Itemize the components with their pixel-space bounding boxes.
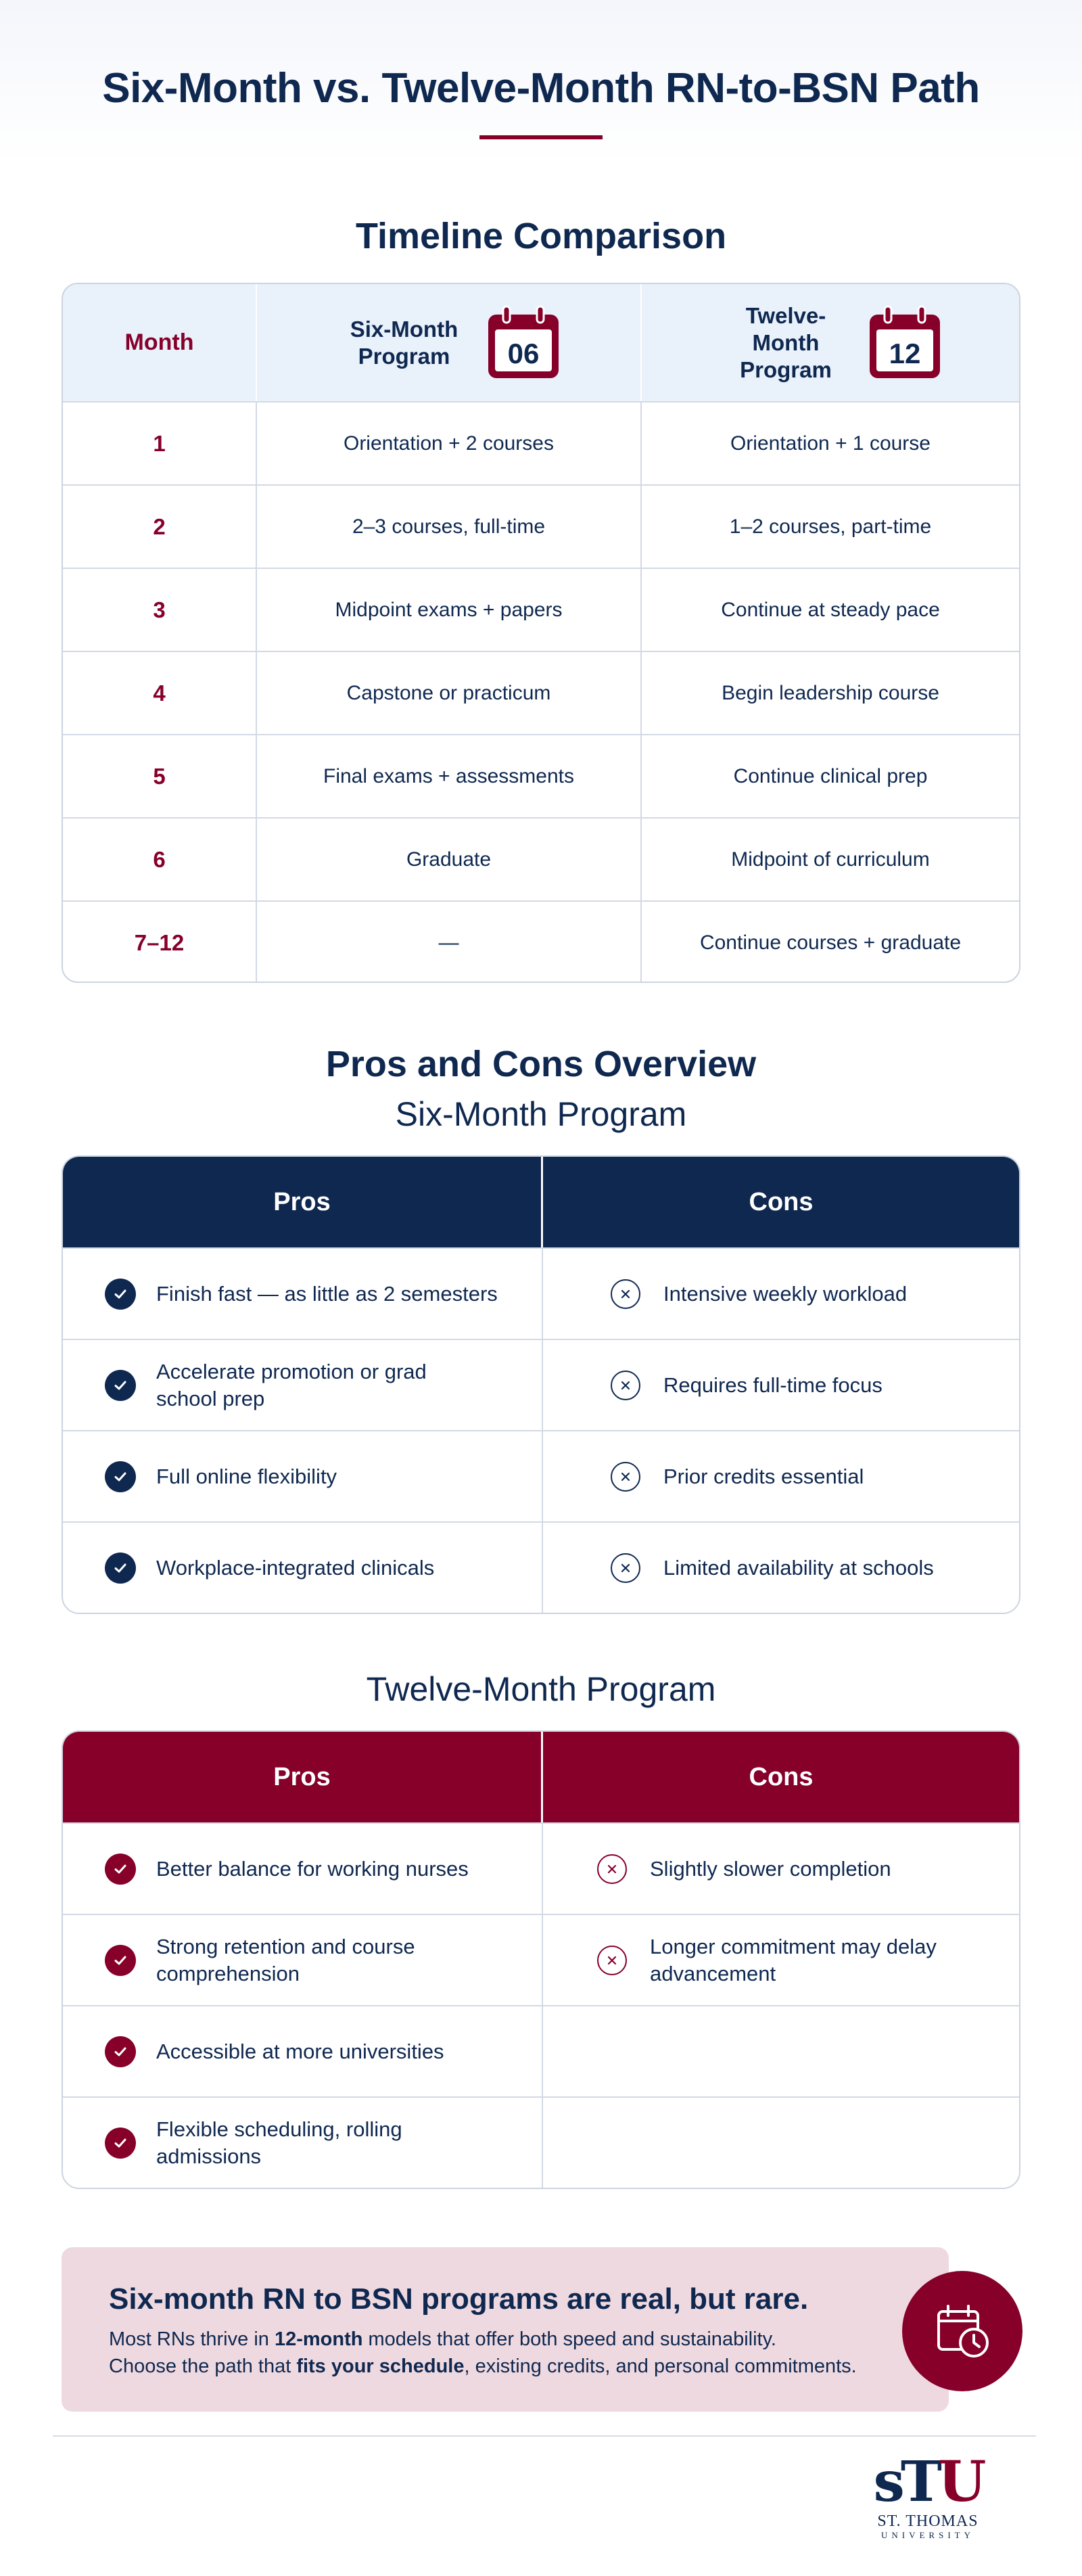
six-month-cell: Capstone or practicum bbox=[346, 681, 551, 704]
month-cell: 2 bbox=[153, 513, 166, 539]
table-row bbox=[63, 484, 1019, 568]
twelve-month-pros-cons-table bbox=[62, 1730, 1020, 2189]
six-month-pros-cons-table bbox=[62, 1155, 1020, 1614]
x-circle-icon bbox=[597, 1854, 627, 1884]
table-row bbox=[63, 1914, 1019, 2005]
con-item: Intensive weekly workload bbox=[663, 1281, 908, 1306]
check-icon bbox=[105, 1854, 136, 1885]
twelve-month-cons-header: Cons bbox=[749, 1762, 814, 1791]
check-icon bbox=[105, 1945, 136, 1976]
month-cell: 4 bbox=[153, 680, 166, 706]
check-icon bbox=[105, 1279, 136, 1310]
con-item: Requires full-time focus bbox=[663, 1373, 883, 1397]
check-icon bbox=[105, 2036, 136, 2067]
x-circle-icon bbox=[611, 1462, 640, 1492]
table-row bbox=[63, 401, 1019, 484]
six-month-header-row bbox=[63, 1157, 1019, 1247]
con-item: Prior credits essential bbox=[663, 1464, 864, 1488]
six-month-cell: Midpoint exams + papers bbox=[335, 598, 563, 621]
x-circle-icon bbox=[611, 1553, 640, 1583]
pro-item: Accelerate promotion or grad school prep bbox=[156, 1359, 427, 1410]
twelve-month-pros-header: Pros bbox=[63, 1732, 543, 1822]
calendar-06-number: 06 bbox=[507, 337, 539, 369]
callout-title: Six-month RN to BSN programs are real, but rare. bbox=[109, 2282, 809, 2316]
twelve-month-column-header: Twelve-Month Program bbox=[740, 302, 832, 382]
table-row bbox=[63, 2096, 1019, 2188]
check-icon bbox=[105, 1552, 136, 1584]
pro-item: Full online flexibility bbox=[156, 1464, 337, 1488]
calendar-06-icon bbox=[486, 305, 561, 381]
calendar-12-icon bbox=[867, 305, 943, 381]
timeline-heading: Timeline Comparison bbox=[355, 216, 727, 256]
month-cell: 1 bbox=[153, 430, 166, 456]
six-month-pros-header: Pros bbox=[63, 1157, 543, 1247]
con-item: Longer commitment may delay advancement bbox=[650, 1934, 937, 1985]
con-item: Limited availability at schools bbox=[663, 1555, 934, 1580]
six-month-subheading: Six-Month Program bbox=[395, 1095, 687, 1133]
month-cell: 7–12 bbox=[134, 929, 185, 955]
pro-item: Finish fast — as little as 2 semesters bbox=[156, 1281, 498, 1306]
twelve-month-header-row bbox=[63, 1732, 1019, 1822]
pro-item: Flexible scheduling, rolling admissions bbox=[156, 2117, 402, 2168]
month-cell: 3 bbox=[153, 597, 166, 622]
calendar-clock-icon bbox=[902, 2271, 1022, 2391]
month-cell: 6 bbox=[153, 846, 166, 872]
check-icon bbox=[105, 1461, 136, 1492]
page-title: Six-Month vs. Twelve-Month RN-to-BSN Path bbox=[102, 65, 980, 112]
summary-callout bbox=[62, 2247, 949, 2412]
x-circle-icon bbox=[611, 1279, 640, 1309]
twelve-month-cell: Orientation + 1 course bbox=[730, 432, 931, 455]
pro-item: Strong retention and course comprehension bbox=[156, 1934, 415, 1985]
twelve-month-subheading: Twelve-Month Program bbox=[366, 1670, 716, 1708]
table-row bbox=[63, 734, 1019, 817]
table-row bbox=[63, 1521, 1019, 1613]
check-icon bbox=[105, 2128, 136, 2159]
table-row bbox=[63, 1430, 1019, 1521]
table-row bbox=[63, 1247, 1019, 1339]
logo-name: ST. THOMAS bbox=[877, 2512, 979, 2530]
six-month-cell: Graduate bbox=[406, 848, 492, 871]
six-month-column-header: Six-Month Program bbox=[350, 316, 458, 369]
table-row bbox=[63, 1339, 1019, 1430]
check-icon bbox=[105, 1370, 136, 1401]
twelve-month-cell: Continue courses + graduate bbox=[699, 931, 962, 954]
calendar-12-number: 12 bbox=[889, 337, 921, 369]
pro-item: Accessible at more universities bbox=[156, 2039, 444, 2063]
logo-mark: sTU bbox=[873, 2450, 983, 2514]
x-circle-icon bbox=[611, 1371, 640, 1400]
con-item: Slightly slower completion bbox=[650, 1856, 891, 1881]
title-underline bbox=[479, 135, 603, 139]
six-month-cell: Orientation + 2 courses bbox=[343, 432, 554, 455]
table-row bbox=[63, 1822, 1019, 1914]
twelve-month-cell: Midpoint of curriculum bbox=[731, 848, 930, 871]
twelve-month-cell: Continue clinical prep bbox=[733, 764, 928, 787]
table-row bbox=[63, 900, 1019, 983]
pro-item: Workplace-integrated clinicals bbox=[156, 1555, 435, 1580]
six-month-cell: Final exams + assessments bbox=[323, 764, 574, 787]
table-row bbox=[63, 817, 1019, 900]
callout-line-2: Choose the path that fits your schedule, existing credits, and personal commitments. bbox=[109, 2355, 857, 2377]
twelve-month-cell: 1–2 courses, part-time bbox=[729, 515, 932, 538]
six-month-cell: — bbox=[438, 931, 459, 954]
st-thomas-university-logo bbox=[864, 2452, 991, 2553]
pro-item: Better balance for working nurses bbox=[156, 1856, 469, 1881]
six-month-cons-header: Cons bbox=[749, 1187, 814, 1216]
twelve-month-cell: Continue at steady pace bbox=[721, 598, 940, 621]
six-month-cell: 2–3 courses, full-time bbox=[352, 515, 546, 538]
x-circle-icon bbox=[597, 1946, 627, 1975]
month-column-header: Month bbox=[124, 329, 194, 355]
pros-cons-heading: Pros and Cons Overview bbox=[325, 1044, 757, 1084]
table-row bbox=[63, 651, 1019, 734]
callout-line-1: Most RNs thrive in 12-month models that offer both speed and sustainability. bbox=[109, 2328, 776, 2350]
timeline-table bbox=[62, 283, 1020, 983]
table-row bbox=[63, 2005, 1019, 2096]
table-row bbox=[63, 568, 1019, 651]
footer-divider bbox=[53, 2435, 1036, 2437]
timeline-header-row bbox=[63, 284, 1019, 401]
twelve-month-cell: Begin leadership course bbox=[722, 681, 939, 704]
month-cell: 5 bbox=[153, 763, 166, 789]
logo-subtitle: UNIVERSITY bbox=[881, 2530, 974, 2540]
